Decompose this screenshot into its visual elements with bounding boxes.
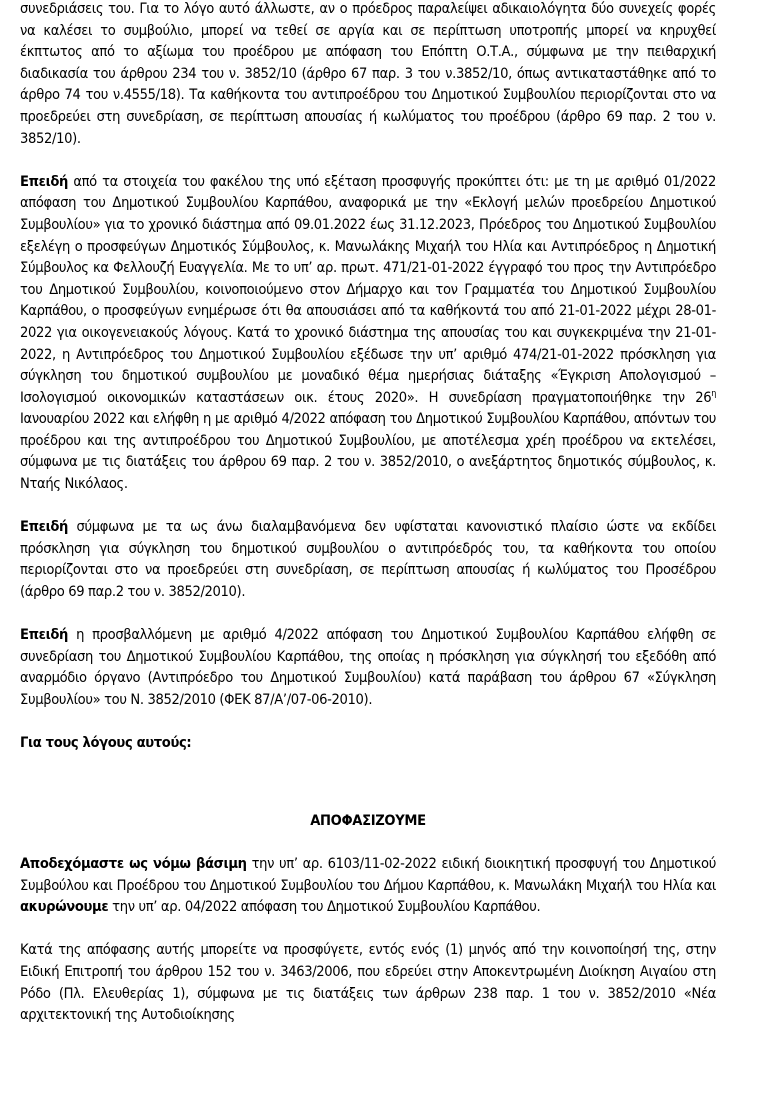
paragraph-text: από τα στοιχεία του φακέλου της υπό εξέταση προσφυγής προκύπτει ότι: με τη με αριθμό 01/2022 απόφαση του Δημοτικού Συμβουλίου Καρπάθου, αναφορικά με την «Εκλογή μελών προεδρείου Δημοτικού Συμβουλίου» για το χρονικό διάστημα από 09.01.2022 έως 31.12.2023, Πρόεδρος του Δημοτικού Συμβουλίου εξελέγη ο προσφεύγων Δημοτικός Σύμβουλος, κ. Μανωλάκης Μιχαήλ του Ηλία και Αντιπρόεδρος η Δημοτική Σύμβουλος κα Φελλουζή Ευαγγελία. Με το υπ’ αρ. πρωτ. 471/21-01-2022 έγγραφό του προς την Αντιπρόεδρο του Δημοτικού Συμβουλίου, κοινοποιούμενο στον Δήμαρχο και τον Γραμματέα του Δημοτικού Συμβουλίου Καρπάθου, ο προσφεύγων ενημέρωσε ότι θα απουσιάσει από τα καθήκοντά του από 21-01-2022 μέχρι 28-01-2022 για οικογενειακούς λόγους. Κατά το χρονικό διάστημα της απουσίας του και συγκεκριμένα την 21-01-2022, η Αντιπρόεδρος του Δημοτικού Συμβουλίου εξέδωσε την υπ’ αριθμό 474/21-01-2022 πρόσκληση για σύγκληση του δημοτικού συμβουλίου με μοναδικό θέμα ημερήσιας διάταξης «Έγκριση Απολογισμού – Ισολογισμού οικονομικών καταστάσεων οικ. έτους 2020». Η συνεδρίαση πραγματοποιήθηκε την 26 bbox=[20, 172, 716, 406]
paragraph-text: την υπ’ αρ. 04/2022 απόφαση του Δημοτικού Συμβουλίου Καρπάθου. bbox=[108, 898, 541, 916]
paragraph-text: την υπ’ αρ. 6103/11-02-2022 ειδική διοικητική προσφυγή του Δημοτικού Συμβούλου και Προέδρου του Δημοτικού Συμβουλίου του Δήμου Καρπάθου, κ. Μανωλάκη Μιχαήλ του Ηλία και bbox=[20, 854, 716, 894]
decision-lead: Αποδεχόμαστε ως νόμω βάσιμη bbox=[20, 854, 247, 872]
paragraph-text: η προσβαλλόμενη με αριθμό 4/2022 απόφαση του Δημοτικού Συμβουλίου Καρπάθου ελήφθη σε συνεδρίαση του Δημοτικού Συμβουλίου Καρπάθου, της οποίας η πρόσκληση για σύγκλησή του εξεδόθη από αναρμόδιο όργανο (Αντιπρόεδρο του Δημοτικού Συμβουλίου) κατά παράβαση του άρθρου 67 «Σύγκληση Συμβουλίου» του Ν. 3852/2010 (ΦΕΚ 87/Α’/07-06-2010). bbox=[20, 626, 716, 708]
paragraph-whereas-1 bbox=[20, 171, 716, 495]
paragraph-whereas-2 bbox=[20, 516, 716, 602]
spacer bbox=[20, 711, 716, 733]
paragraph-text: συνεδριάσεις του. Για το λόγο αυτό άλλωστε, αν ο πρόεδρος παραλείψει αδικαιολόγητα δύο συνεχείς φορές να καλέσει το συμβούλιο, μπορεί να τεθεί σε αργία και σε περίπτωση υποτροπής μπορεί να κηρυχθεί έκπτωτος από το αξίωμα του προέδρου με απόφαση του Επόπτη Ο.Τ.Α., σύμφωνα με την πειθαρχική διαδικασία του άρθρου 234 του ν. 3852/10 (άρθρο 67 παρ. 3 του ν.3852/10, όπως αντικαταστάθηκε από το άρθρο 74 του ν.4555/18). Τα καθήκοντα του αντιπροέδρου του Δημοτικού Συμβουλίου περιορίζονται στο να προεδρεύει στη συνεδρίαση, σε περίπτωση απουσίας ή κωλύματος του προέδρου (άρθρο 69 παρ. 2 του ν. 3852/10). bbox=[20, 0, 716, 147]
paragraph-whereas-3 bbox=[20, 624, 716, 710]
paragraph-text: Ιανουαρίου 2022 και ελήφθη η με αριθμό 4/2022 απόφαση του Δημοτικού Συμβουλίου Καρπάθου, απόντων του προέδρου και της αντιπροέδρου του Δημοτικού Συμβουλίου, με αποτέλεσμα χρέη προέδρου να εκτελέσει, σύμφωνα με τις διατάξεις του άρθρου 69 παρ. 2 του ν. 3852/2010, ο ανεξάρτητος δημοτικός σύμβουλος, κ. Νταής Νικόλαος. bbox=[20, 410, 716, 493]
decision-heading bbox=[20, 810, 716, 832]
spacer bbox=[20, 831, 716, 853]
ordinal-suffix: η bbox=[711, 388, 716, 399]
annul-verb: ακυρώνουμε bbox=[20, 898, 109, 916]
whereas-lead: Επειδή bbox=[20, 172, 69, 190]
decision-heading-text: ΑΠΟΦΑΣΙΖΟΥΜΕ bbox=[310, 811, 426, 829]
spacer bbox=[20, 918, 716, 940]
document-page bbox=[20, 0, 716, 1026]
spacer bbox=[20, 754, 716, 810]
spacer bbox=[20, 149, 716, 171]
paragraph-appeal-notice bbox=[20, 939, 716, 1025]
paragraph-duties bbox=[20, 0, 716, 149]
whereas-lead: Επειδή bbox=[20, 518, 69, 536]
reasons-heading bbox=[20, 732, 716, 754]
whereas-lead: Επειδή bbox=[20, 626, 69, 644]
spacer bbox=[20, 603, 716, 625]
paragraph-text: Κατά της απόφασης αυτής μπορείτε να προσφύγετε, εντός ενός (1) μηνός από την κοινοποίησή της, στην Ειδική Επιτροπή του άρθρου 152 του ν. 3463/2006, που εδρεύει στην Αποκεντρωμένη Διοίκηση Αιγαίου στη Ρόδο (Πλ. Ελευθερίας 1), σύμφωνα με τις διατάξεις των άρθρων 238 παρ. 1 του ν. 3852/2010 «Νέα αρχιτεκτονική της Αυτοδιοίκησης bbox=[20, 941, 716, 1024]
paragraph-decision bbox=[20, 853, 716, 918]
reasons-heading-text: Για τους λόγους αυτούς: bbox=[20, 734, 192, 752]
spacer bbox=[20, 495, 716, 517]
paragraph-text: σύμφωνα με τα ως άνω διαλαμβανόμενα δεν υφίσταται κανονιστικό πλαίσιο ώστε να εκδίδει πρόσκληση για σύγκληση του δημοτικού συμβουλίου ο αντιπρόεδρός του, τα καθήκοντα του οποίου περιορίζονται στο να προεδρεύει στη συνεδρίαση, σε περίπτωση απουσίας ή κωλύματος του Προσέδρου (άρθρο 69 παρ.2 του ν. 3852/2010). bbox=[20, 518, 716, 601]
